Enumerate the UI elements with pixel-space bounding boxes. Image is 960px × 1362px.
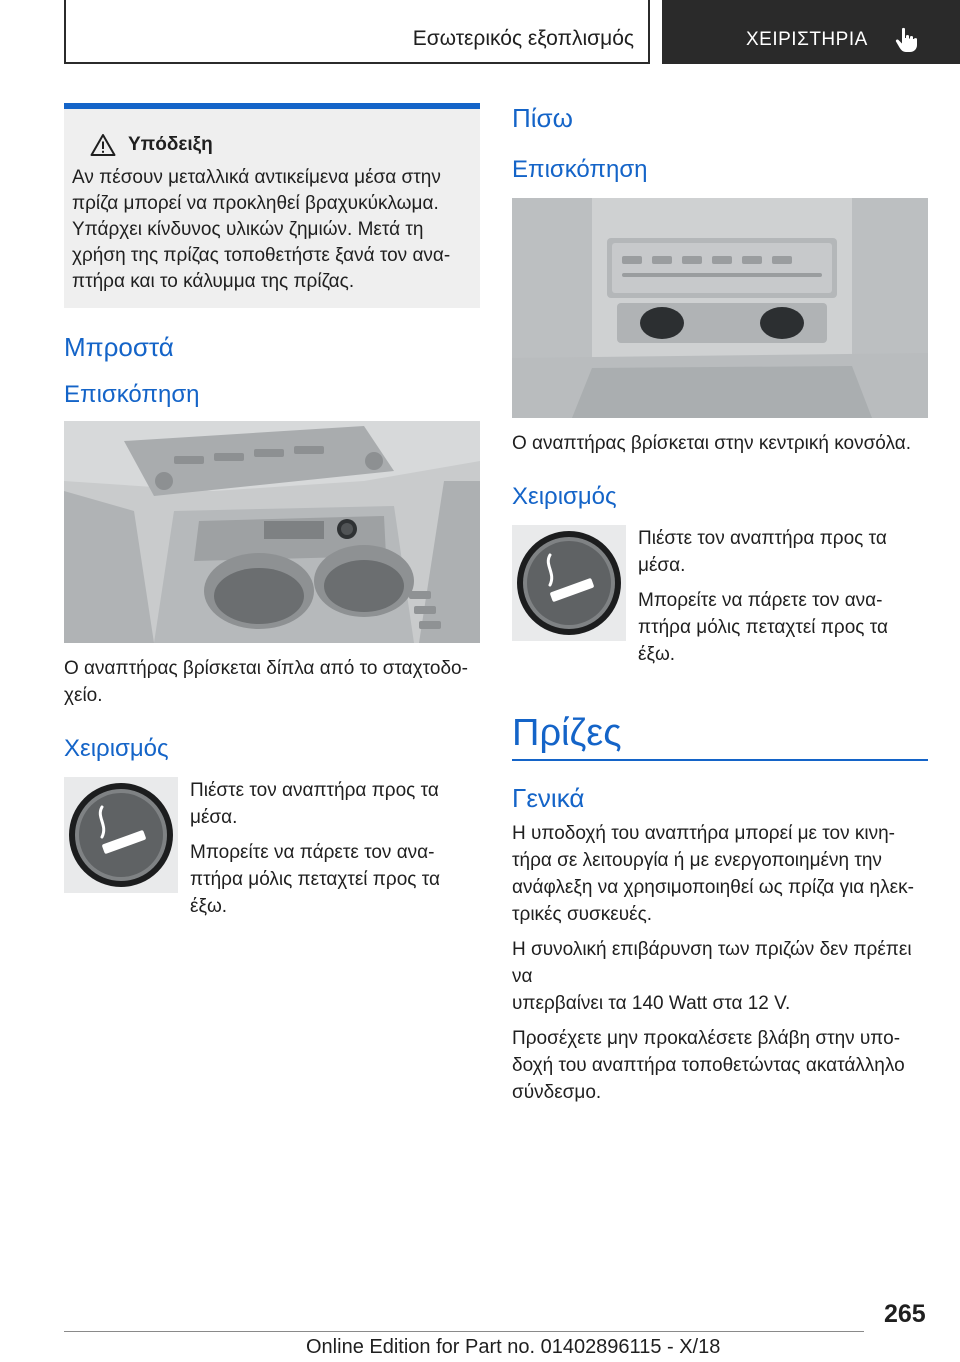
warning-title: Υπόδειξη — [128, 134, 213, 155]
footer-edition: Online Edition for Part no. 01402896115 - X/18 — [306, 1336, 721, 1358]
lighter-button-image — [64, 777, 178, 893]
header-section-box — [64, 0, 650, 64]
front-operation-text — [190, 777, 440, 928]
rear-operation-p2: Μπορείτε να πάρετε τον ανα- πτήρα μόλις πεταχτεί προς τα έξω. — [638, 590, 888, 665]
operation-title-rear: Χειρισμός — [512, 483, 617, 510]
warning-line: χρήση της πρίζας τοποθετήστε ξανά τον ανα- — [72, 245, 451, 266]
cigarette-lighter-icon — [64, 777, 178, 893]
warning-line: Αν πέσουν μεταλλικά αντικείμενα μέσα στην — [72, 167, 441, 188]
warning-line: Υπάρχει κίνδυνος υλικών ζημιών. Μετά τη — [72, 219, 424, 240]
header-section-title: Εσωτερικός εξοπλισμός — [412, 27, 634, 50]
warning-line: πτήρα και το κάλυμμα της πρίζας. — [72, 271, 355, 292]
rear-operation-row — [512, 525, 928, 676]
front-operation-p1: Πιέστε τον αναπτήρα προς τα μέσα. — [190, 780, 439, 828]
warning-line: πρίζα μπορεί να προκληθεί βραχυκύκλωμα. — [72, 193, 439, 214]
warning-title-row — [90, 133, 480, 157]
general-p1: Η υποδοχή του αναπτήρα μπορεί με τον κινη- τήρα σε λειτουργία ή με ενεργοποιημένη την ανάφλεξη να χρησιμοποιηθεί ως πρίζα για ηλεκ- τρικές συσκευές. — [512, 823, 914, 925]
front-console-photo — [64, 421, 480, 643]
footer-divider — [64, 1331, 864, 1332]
rear-console-photo — [512, 198, 928, 418]
warning-triangle-icon — [90, 133, 116, 157]
rear-caption: Ο αναπτήρας βρίσκεται στην κεντρική κονσόλα. — [512, 433, 911, 454]
sockets-title: Πρίζες — [512, 712, 622, 754]
left-column — [64, 103, 480, 928]
overview-title-front: Επισκόπηση — [64, 381, 200, 408]
general-p2: Η συνολική επιβάρυνση των πριζών δεν πρέπει να υπερβαίνει τα 140 Watt στα 12 V. — [512, 939, 912, 1014]
front-operation-p2: Μπορείτε να πάρετε τον ανα- πτήρα μόλις πεταχτεί προς τα έξω. — [190, 842, 440, 917]
section-title-rear: Πίσω — [512, 103, 573, 133]
hand-pointer-icon — [892, 26, 920, 54]
section-title-front: Μπροστά — [64, 332, 174, 362]
warning-box — [64, 103, 480, 308]
general-title: Γενικά — [512, 783, 585, 813]
general-p3: Προσέχετε μην προκαλέσετε βλάβη στην υπο- δοχή του αναπτήρα τοποθετώντας ακατάλληλο σύνδεσμο. — [512, 1028, 905, 1103]
header-chapter-title: ΧΕΙΡΙΣΤΗΡΙΑ — [746, 29, 868, 50]
operation-title-front: Χειρισμός — [64, 735, 169, 762]
cigarette-lighter-icon — [512, 525, 626, 641]
front-operation-row — [64, 777, 480, 928]
rear-operation-p1: Πιέστε τον αναπτήρα προς τα μέσα. — [638, 528, 887, 576]
sockets-heading-block — [512, 712, 928, 761]
lighter-button-image — [512, 525, 626, 641]
right-column — [512, 103, 928, 1106]
rear-operation-text — [638, 525, 888, 676]
overview-title-rear: Επισκόπηση — [512, 156, 648, 183]
page-number: 265 — [884, 1300, 926, 1328]
front-caption: Ο αναπτήρας βρίσκεται δίπλα από το σταχτοδο- χείο. — [64, 658, 468, 706]
warning-text — [72, 165, 480, 295]
